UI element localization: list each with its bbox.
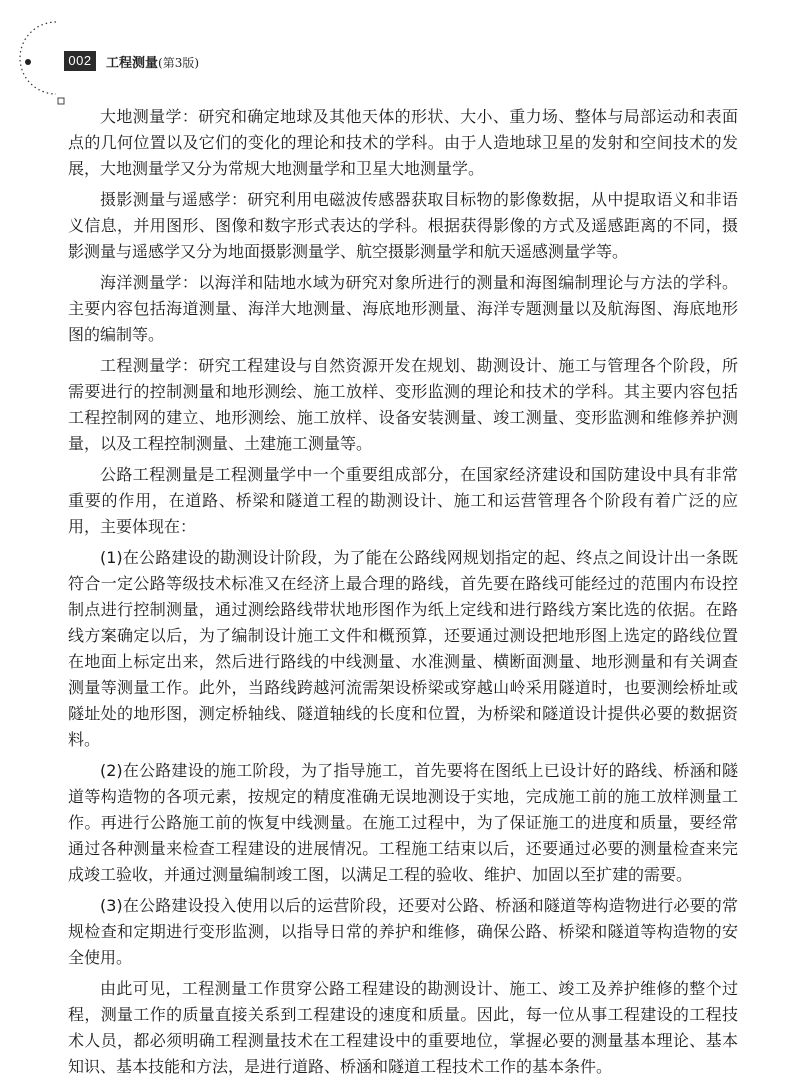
- small-square-icon: [58, 98, 64, 104]
- paragraph-highway-surveying: 公路工程测量是工程测量学中一个重要组成部分，在国家经济建设和国防建设中具有非常重要的作用，在道路、桥梁和隧道工程的勘测设计、施工和运营管理各个阶段有着广泛的应用，主要体现在：: [68, 465, 738, 536]
- body-text: [68, 104, 738, 1085]
- page-number: 002: [64, 51, 96, 71]
- paragraph-design-stage: (1)在公路建设的勘测设计阶段，为了能在公路线网规划指定的起、终点之间设计出一条既符合一定公路等级技术标准又在经济上最合理的路线，首先要在路线可能经过的范围内布设控制点进行控制测量，通过测绘路线带状地形图作为纸上定线和进行路线方案比选的依据。在路线方案确定以后，为了编制设计施工文件和概预算，还要通过测设把地形图上选定的路线位置在地面上标定出来，然后进行路线的中线测量、水准测量、横断面测量、地形测量和有关调查测量等测量工作。此外，当路线跨越河流需架设桥梁或穿越山岭采用隧道时，也要测绘桥址或隧址处的地形图，测定桥轴线、隧道轴线的长度和位置，为桥梁和隧道设计提供必要的数据资料。: [68, 548, 738, 749]
- page-header: [0, 0, 790, 110]
- paragraph-engineering-surveying: 工程测量学：研究工程建设与自然资源开发在规划、勘测设计、施工与管理各个阶段，所需要进行的控制测量和地形测绘、施工放样、变形监测的理论和技术的学科。其主要内容包括工程控制网的建立、地形测绘、施工放样、设备安装测量、竣工测量、变形监测和维修养护测量，以及工程控制测量、土建施工测量等。: [68, 356, 738, 453]
- paragraph-photogrammetry: 摄影测量与遥感学：研究利用电磁波传感器获取目标物的影像数据，从中提取语义和非语义信息，并用图形、图像和数字形式表达的学科。根据获得影像的方式及遥感距离的不同，摄影测量与遥感学又分为地面摄影测量学、航空摄影测量学和航天遥感测量学等。: [68, 190, 738, 261]
- running-title: [106, 52, 199, 71]
- paragraph-conclusion: 由此可见，工程测量工作贯穿公路工程建设的勘测设计、施工、竣工及养护维修的整个过程，测量工作的质量直接关系到工程建设的速度和质量。因此，每一位从事工程建设的工程技术人员，都必须明确工程测量技术在工程建设中的重要地位，掌握必要的测量基本理论、基本知识、基本技能和方法，是进行道路、桥涵和隧道工程技术工作的基本条件。: [68, 979, 738, 1076]
- book-title: 工程测量: [106, 56, 159, 71]
- edition-label: (第3版): [158, 56, 200, 70]
- paragraph-geodesy: 大地测量学：研究和确定地球及其他天体的形状、大小、重力场、整体与局部运动和表面点的几何位置以及它们的变化的理论和技术的学科。由于人造地球卫星的发射和空间技术的发展，大地测量学又分为常规大地测量学和卫星大地测量学。: [68, 107, 738, 178]
- bullet-dot-icon: [25, 59, 31, 65]
- paragraph-construction-stage: (2)在公路建设的施工阶段，为了指导施工，首先要将在图纸上已设计好的路线、桥涵和隧道等构造物的各项元素，按规定的精度准确无误地测设于实地，完成施工前的施工放样测量工作。再进行公路施工前的恢复中线测量。在施工过程中，为了保证施工的进度和质量，要经常通过各种测量来检查工程建设的进展情况。工程施工结束以后，还要通过必要的测量检查来完成竣工验收，并通过测量编制竣工图，以满足工程的验收、维护、加固以至扩建的需要。: [68, 761, 738, 884]
- paragraph-operation-stage: (3)在公路建设投入使用以后的运营阶段，还要对公路、桥涵和隧道等构造物进行必要的常规检查和定期进行变形监测，以指导日常的养护和维修，确保公路、桥梁和隧道等构造物的安全使用。: [68, 896, 738, 967]
- paragraph-marine-surveying: 海洋测量学：以海洋和陆地水域为研究对象所进行的测量和海图编制理论与方法的学科。主要内容包括海道测量、海洋大地测量、海底地形测量、海洋专题测量以及航海图、海底地形图的编制等。: [68, 273, 738, 344]
